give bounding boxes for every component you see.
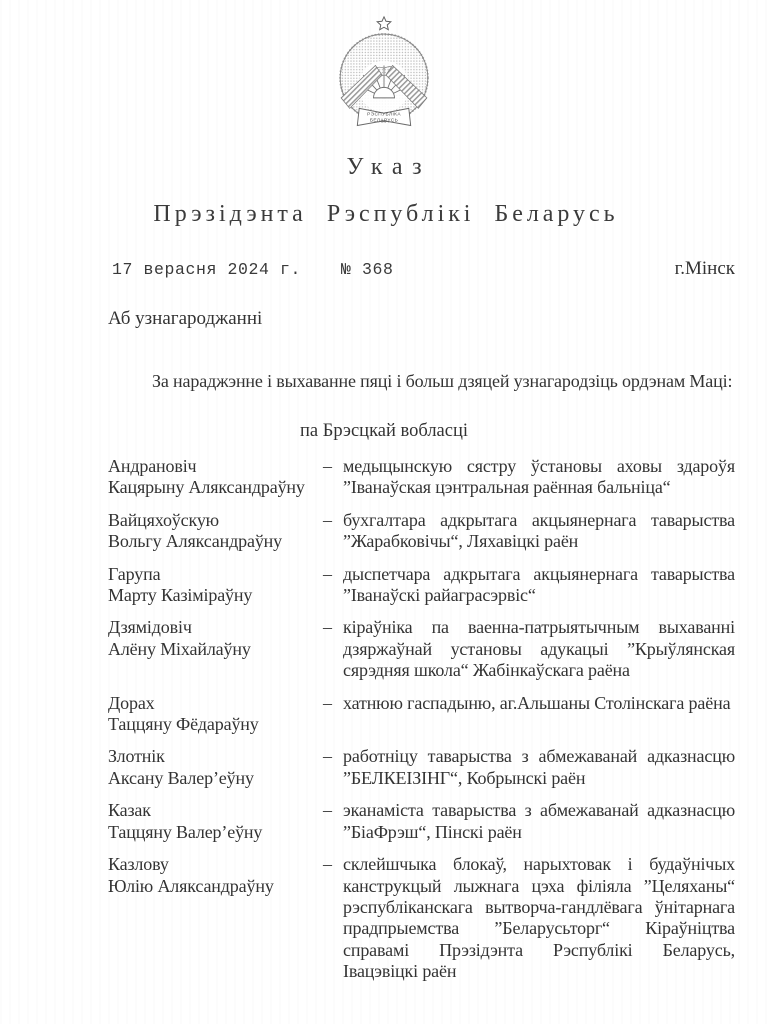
awardee-row (108, 854, 735, 982)
awardee-description: бухгалтара адкрытага акцыянернага таварыства ”Жарабковічы“, Ляхавіцкі раён (343, 509, 735, 552)
awardee-surname: Вайцяхоўскую (108, 509, 219, 530)
list-dash: – (323, 746, 332, 767)
awardee-list (108, 456, 735, 983)
awardee-row (108, 456, 735, 499)
awardee-row (108, 800, 735, 843)
awardee-description: работніцу таварыства з абмежаванай адказнасцю ”БЕЛКЕІЗІНГ“, Кобрынскі раён (343, 746, 735, 788)
awardee-row (108, 564, 735, 607)
document-city: г.Мінск (674, 258, 735, 279)
awardee-description: кіраўніка па ваенна-патрыятычным выхаванні дзяржаўнай установы адукацыі ”Крыўлянская сярэдняя школа“ Жабінкаўскага раёна (343, 617, 735, 681)
awardee-surname: Злотнік (108, 746, 165, 767)
awardee-surname: Дорах (108, 692, 155, 713)
awardee-description: эканаміста таварыства з абмежаванай адказнасцю ”БіаФрэш“, Пінскі раён (343, 800, 735, 842)
awardee-description: дыспетчара адкрытага акцыянернага таварыства ”Іванаўскі райаграсэрвіс“ (343, 563, 735, 606)
document-subject: Аб узнагароджанні (108, 308, 263, 329)
awardee-name-cell (108, 800, 323, 843)
awardee-name-cell (108, 617, 323, 681)
document-title: Указ (346, 154, 432, 180)
belarus-coat-of-arms (325, 14, 443, 136)
list-dash: – (323, 509, 332, 530)
awardee-given-name: Кацярыну Аляксандраўну (108, 477, 305, 498)
awardee-surname: Казлову (108, 854, 169, 875)
awardee-name-cell (108, 854, 323, 982)
awardee-given-name: Марту Казіміраўну (108, 585, 253, 606)
awardee-description: медыцынскую сястру ўстановы аховы здароўя ”Іванаўская цэнтральная раённая бальніца“ (343, 456, 735, 498)
awardee-name-cell (108, 456, 323, 499)
awardee-surname: Дзямідовіч (108, 617, 192, 638)
list-dash: – (323, 563, 332, 584)
awardee-given-name: Таццяну Валер’еўну (108, 821, 263, 842)
awardee-name-cell (108, 510, 323, 553)
list-dash: – (323, 692, 332, 713)
meta-row (112, 258, 735, 280)
document-date: 17 верасня 2024 г. (112, 260, 302, 279)
awardee-name-cell (108, 746, 323, 789)
awardee-row (108, 510, 735, 553)
awardee-given-name: Алёну Міхайлаўну (108, 638, 251, 659)
list-dash: – (323, 456, 332, 476)
preamble-paragraph: За нараджэнне і выхаванне пяці і больш дзяцей узнагародзіць ордэнам Маці: (152, 371, 733, 391)
awardee-description: склейшчыка блокаў, нарыхтовак і будаўнічых канструкцый лыжнага цэха філіяла ”Целяханы“ рэспубліканскага вытворча-гандлёвага ўнітарнага прадпрыемства ”Беларусьторг“ Кіраўніцтва справамі Прэзідэнта Рэспублікі Беларусь, Івацэвіцкі раён (343, 854, 735, 982)
awardee-given-name: Аксану Валер’еўну (108, 767, 254, 788)
list-dash: – (323, 617, 332, 638)
awardee-given-name: Вольгу Аляксандраўну (108, 531, 283, 552)
awardee-surname: Казак (108, 800, 151, 821)
emblem-banner-line1: РЭСПУБЛІКА (367, 112, 401, 118)
awardee-given-name: Юлію Аляксандраўну (108, 875, 274, 896)
awardee-surname: Андрановіч (108, 456, 197, 476)
awardee-given-name: Таццяну Фёдараўну (108, 714, 259, 735)
document-number: № 368 (341, 260, 394, 279)
awardee-row (108, 746, 735, 789)
awardee-row (108, 617, 735, 681)
awardee-row (108, 693, 735, 736)
list-dash: – (323, 854, 332, 875)
star-icon (377, 17, 391, 30)
list-dash: – (323, 800, 332, 821)
document-subtitle: Прэзідэнта Рэспублікі Беларусь (153, 201, 619, 227)
awardee-surname: Гарупа (108, 563, 161, 584)
emblem-banner-line2: БЕЛАРУСЬ (369, 118, 399, 124)
section-heading-brest-region: па Брэсцкай вобласці (299, 421, 469, 441)
awardee-name-cell (108, 693, 323, 736)
awardee-description: хатнюю гаспадыню, аг.Альшаны Столінскага раёна (343, 692, 731, 713)
awardee-name-cell (108, 564, 323, 607)
